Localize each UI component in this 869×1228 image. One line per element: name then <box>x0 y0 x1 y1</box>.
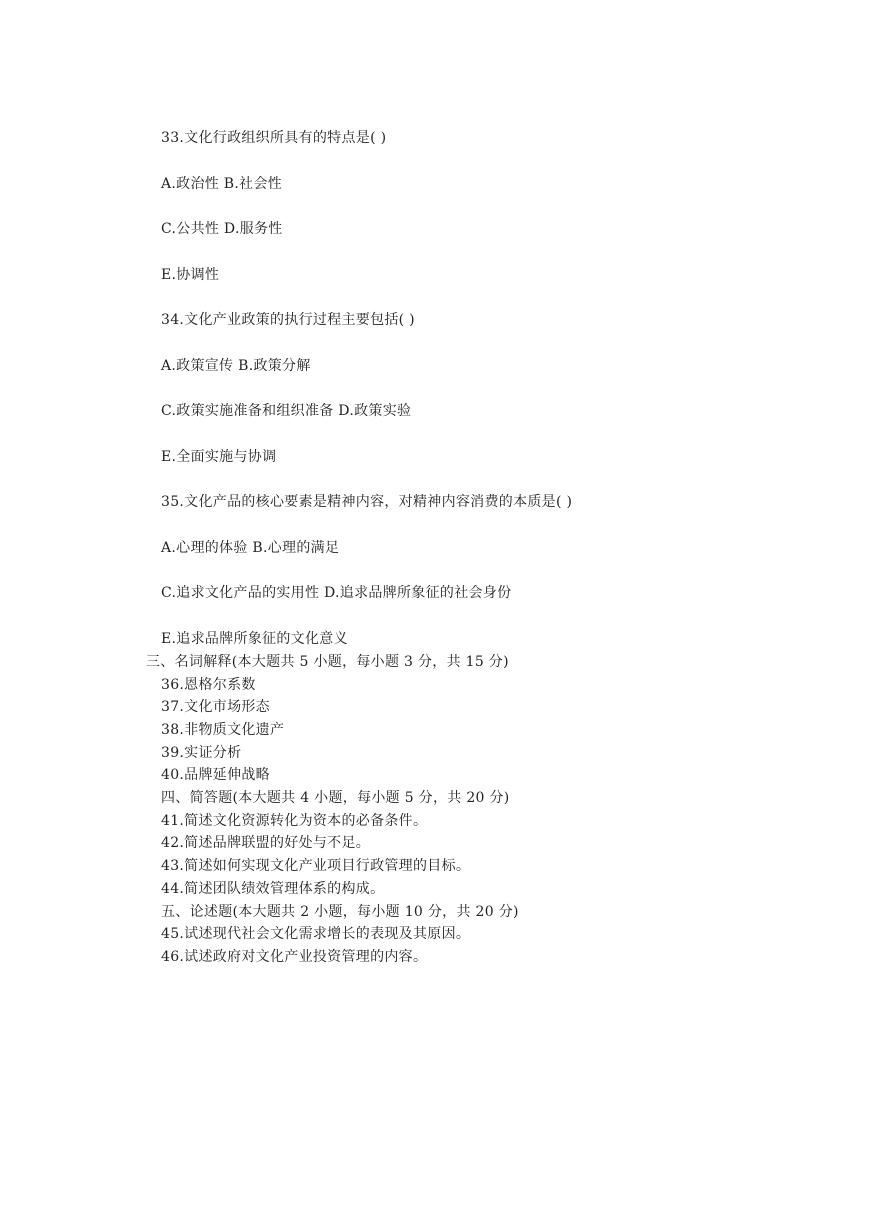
section-4-item: 43.简述如何实现文化产业项目行政管理的目标。 <box>161 858 471 874</box>
section-3-item: 37.文化市场形态 <box>161 699 270 715</box>
section-4-heading: 四、简答题(本大题共 4 小题，每小题 5 分，共 20 分) <box>161 790 510 806</box>
question-34-stem: 34.文化产业政策的执行过程主要包括( ) <box>161 312 415 328</box>
question-35-option-ab: A.心理的体验 B.心理的满足 <box>161 540 340 556</box>
section-4-item: 41.简述文化资源转化为资本的必备条件。 <box>161 813 428 829</box>
question-34-option-ab: A.政策宣传 B.政策分解 <box>161 358 311 374</box>
section-3-item: 40.品牌延伸战略 <box>161 767 270 783</box>
question-35-option-e: E.追求品牌所象征的文化意义 <box>161 631 348 647</box>
section-5-item: 46.试述政府对文化产业投资管理的内容。 <box>161 949 428 965</box>
question-34-option-cd: C.政策实施准备和组织准备 D.政策实验 <box>161 403 412 419</box>
section-5-heading: 五、论述题(本大题共 2 小题，每小题 10 分，共 20 分) <box>161 904 519 920</box>
section-4-item: 44.简述团队绩效管理体系的构成。 <box>161 881 385 897</box>
section-5-item: 45.试述现代社会文化需求增长的表现及其原因。 <box>161 926 471 942</box>
question-35-stem: 35.文化产品的核心要素是精神内容，对精神内容消费的本质是( ) <box>161 494 573 510</box>
section-3-item: 38.非物质文化遗产 <box>161 722 285 738</box>
question-35-option-cd: C.追求文化产品的实用性 D.追求品牌所象征的社会身份 <box>161 585 512 601</box>
section-4-item: 42.简述品牌联盟的好处与不足。 <box>161 835 371 851</box>
question-33-option-ab: A.政治性 B.社会性 <box>161 176 283 192</box>
question-33-option-e: E.协调性 <box>161 267 220 283</box>
section-3-item: 36.恩格尔系数 <box>161 677 256 693</box>
section-3-item: 39.实证分析 <box>161 745 242 761</box>
section-3-heading: 三、名词解释(本大题共 5 小题，每小题 3 分，共 15 分) <box>146 654 509 670</box>
question-33-option-cd: C.公共性 D.服务性 <box>161 221 283 237</box>
question-34-option-e: E.全面实施与协调 <box>161 449 277 465</box>
question-33-stem: 33.文化行政组织所具有的特点是( ) <box>161 130 387 146</box>
